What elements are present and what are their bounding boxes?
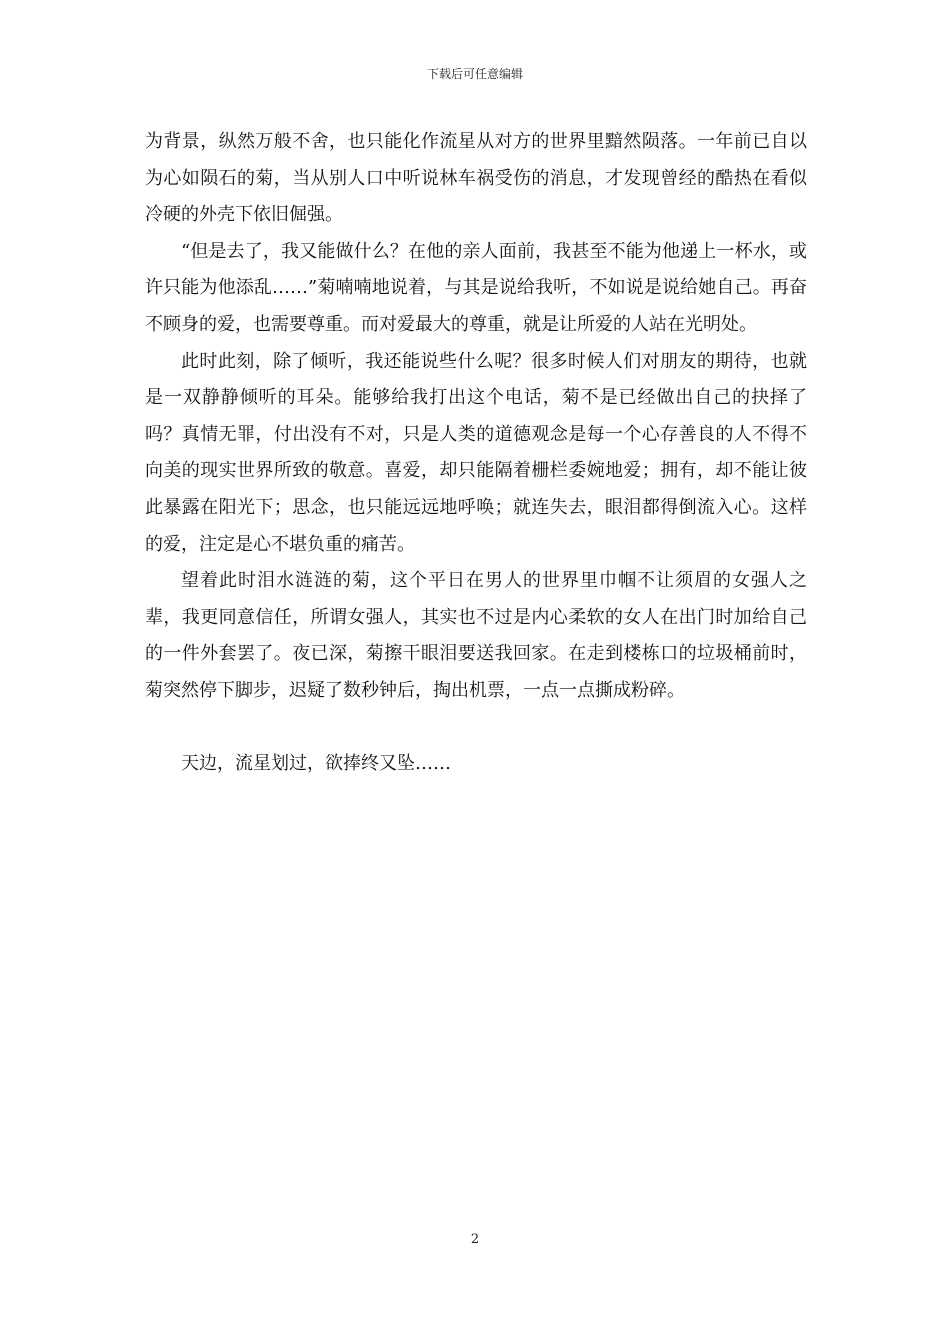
paragraph-listening: 此时此刻，除了倾听，我还能说些什么呢？很多时候人们对朋友的期待，也就是一双静静倾听的耳朵。能够给我打出这个电话，菊不是已经做出自己的抉择了吗？真情无罪，付出没有不对，只是人类的道德观念是每一个心存善良的人不得不向美的现实世界所致的敬意。喜爱，却只能隔着栅栏委婉地爱；拥有，却不能让彼此暴露在阳光下；思念，也只能远远地呼唤；就连失去，眼泪都得倒流入心。这样的爱，注定是心不堪负重的痛苦。 bbox=[145, 350, 807, 555]
paragraph-quote: “但是去了，我又能做什么？在他的亲人面前，我甚至不能为他递上一杯水，或许只能为他添乱……”菊喃喃地说着，与其是说给我听，不如说是说给她自己。再奋不顾身的爱，也需要尊重。而对爱最大的尊重，就是让所爱的人站在光明处。 bbox=[145, 240, 807, 335]
paragraph-continued: 为背景，纵然万般不舍，也只能化作流星从对方的世界里黯然陨落。一年前已自以为心如陨石的菊，当从别人口中听说林车祸受伤的消息，才发现曾经的酷热在看似冷硬的外壳下依旧倔强。 bbox=[145, 131, 807, 226]
paragraph-closing: 天边，流星划过，欲捧终又坠…… bbox=[181, 753, 451, 775]
paragraph-tears: 望着此时泪水涟涟的菊，这个平日在男人的世界里巾帼不让须眉的女强人之辈，我更同意信任，所谓女强人，其实也不过是内心柔软的女人在出门时加给自己的一件外套罢了。夜已深，菊擦干眼泪要送我回家。在走到楼栋口的垃圾桶前时，菊突然停下脚步，迟疑了数秒钟后，掏出机票，一点一点撕成粉碎。 bbox=[145, 570, 807, 701]
body-text bbox=[145, 124, 807, 783]
page-number: 2 bbox=[470, 1232, 480, 1247]
page-header: 下载后可任意编辑 bbox=[426, 67, 523, 81]
